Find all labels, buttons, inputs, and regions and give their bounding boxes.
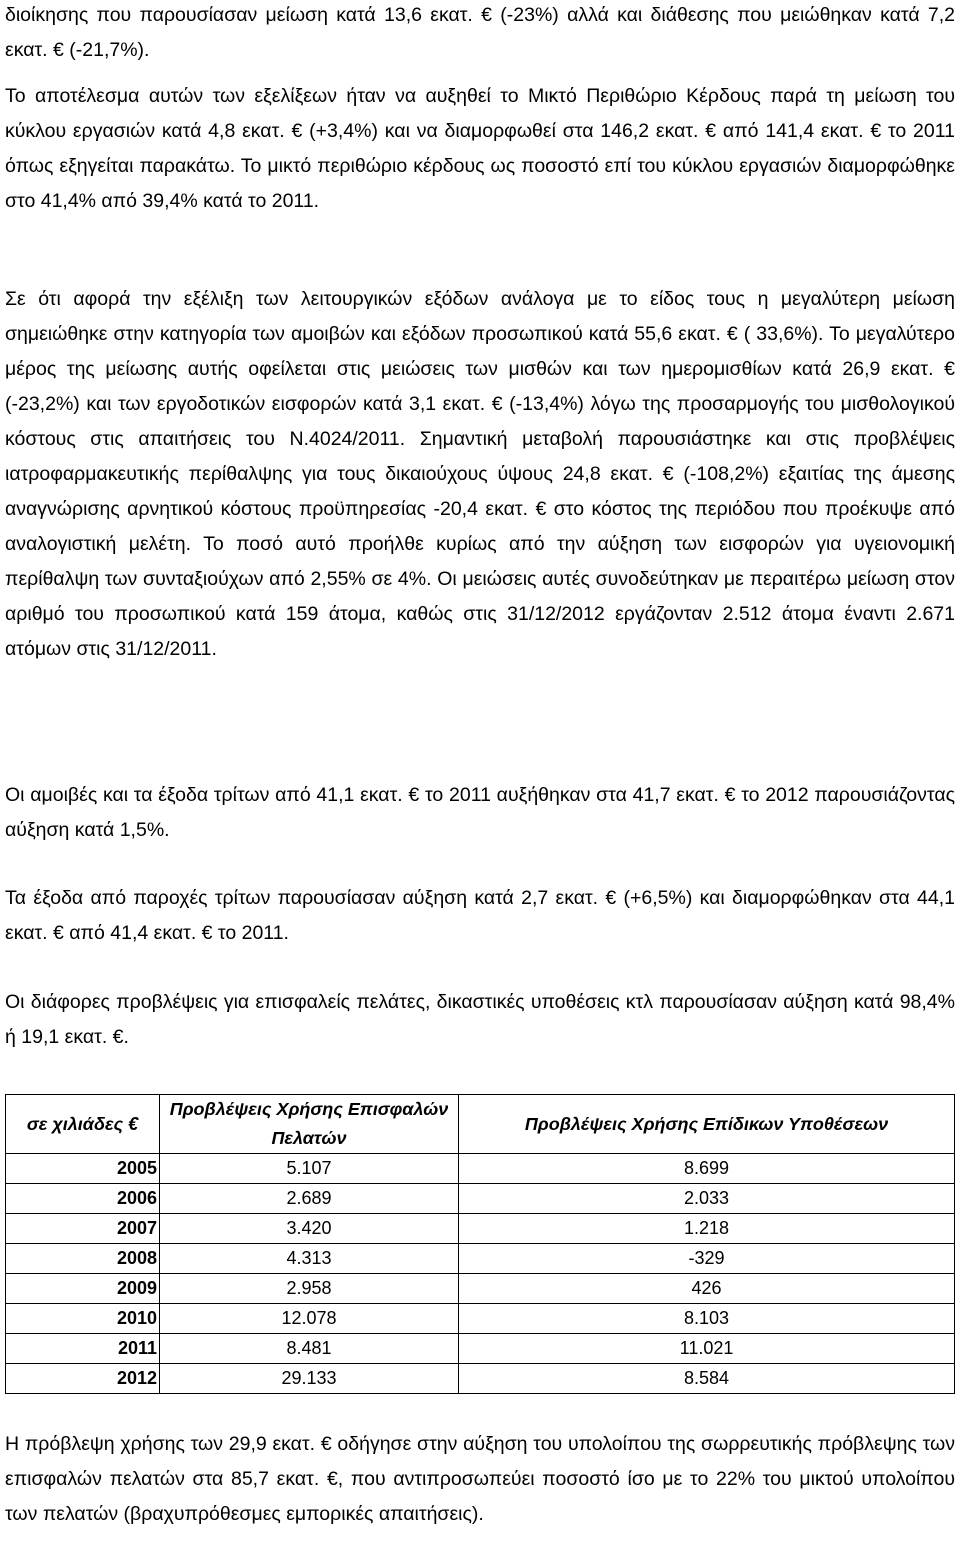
paragraph-third-party-services: Τα έξοδα από παροχές τρίτων παρουσίασαν αύξηση κατά 2,7 εκατ. € (+6,5%) και διαμορφώθηκαν στα 44,1 εκατ. € από 41,4 εκατ. € το 2011. [5,887,955,944]
year-cell: 2006 [6,1184,160,1214]
table-row [6,1184,955,1214]
bad-debt-value: 2.689 [160,1184,459,1214]
table-row [6,1334,955,1364]
table-row [6,1214,955,1244]
litigation-value: 11.021 [459,1334,955,1364]
litigation-value: 8.584 [459,1364,955,1394]
year-cell: 2008 [6,1244,160,1274]
header-unit: σε χιλιάδες € [6,1095,160,1154]
year-cell: 2011 [6,1334,160,1364]
bad-debt-value: 8.481 [160,1334,459,1364]
bad-debt-value: 3.420 [160,1214,459,1244]
bad-debt-value: 12.078 [160,1304,459,1334]
paragraph-gross-margin: Το αποτέλεσμα αυτών των εξελίξεων ήταν να αυξηθεί το Μικτό Περιθώριο Κέρδους παρά τη μείωση του κύκλου εργασιών κατά 4,8 εκατ. € (+3,4%) και να διαμορφωθεί στα 146,2 εκατ. € από 141,4 εκατ. € το 2011 όπως εξηγείται παρακάτω. Το μικτό περιθώριο κέρδους ως ποσοστό επί του κύκλου εργασιών διαμορφώθηκε στο 41,4% από 39,4% κατά το 2011. [5,85,955,212]
paragraph-third-party-fees: Οι αμοιβές και τα έξοδα τρίτων από 41,1 εκατ. € το 2011 αυξήθηκαν στα 41,7 εκατ. € το 2012 παρουσιάζοντας αύξηση κατά 1,5%. [5,784,955,841]
paragraph-provision-usage: Η πρόβλεψη χρήσης των 29,9 εκατ. € οδήγησε στην αύξηση του υπολοίπου της σωρρευτικής πρόβλεψης των επισφαλών πελατών στα 85,7 εκατ. €, που αντιπροσωπεύει ποσοστό ίσο με το 22% του μικτού υπολοίπου των πελατών (βραχυπρόθεσμες εμπορικές απαιτήσεις). [5,1433,955,1525]
table-header-row [6,1095,955,1154]
bad-debt-value: 5.107 [160,1154,459,1184]
paragraph-admin-costs: διοίκησης που παρουσίασαν μείωση κατά 13,6 εκατ. € (-23%) αλλά και διάθεσης που μειώθηκαν κατά 7,2 εκατ. € (-21,7%). [5,4,955,61]
litigation-value: 1.218 [459,1214,955,1244]
table-row [6,1364,955,1394]
year-cell: 2005 [6,1154,160,1184]
year-cell: 2009 [6,1274,160,1304]
paragraph-provisions: Οι διάφορες προβλέψεις για επισφαλείς πελάτες, δικαστικές υποθέσεις κτλ παρουσίασαν αύξηση κατά 98,4% ή 19,1 εκατ. €. [5,991,955,1048]
litigation-value: 426 [459,1274,955,1304]
bad-debt-value: 4.313 [160,1244,459,1274]
table-row [6,1304,955,1334]
litigation-value: 2.033 [459,1184,955,1214]
table-row [6,1244,955,1274]
header-bad-debt-provisions: Προβλέψεις Χρήσης Επισφαλών Πελατών [160,1095,459,1154]
bad-debt-value: 2.958 [160,1274,459,1304]
year-cell: 2007 [6,1214,160,1244]
year-cell: 2012 [6,1364,160,1394]
provisions-table [5,1094,955,1394]
litigation-value: 8.103 [459,1304,955,1334]
bad-debt-value: 29.133 [160,1364,459,1394]
table-row [6,1274,955,1304]
header-litigation-provisions: Προβλέψεις Χρήσης Επίδικων Υποθέσεων [459,1095,955,1154]
paragraph-operating-expenses: Σε ότι αφορά την εξέλιξη των λειτουργικών εξόδων ανάλογα με το είδος τους η μεγαλύτερη μείωση σημειώθηκε στην κατηγορία των αμοιβών και εξόδων προσωπικού κατά 55,6 εκατ. € ( 33,6%). Το μεγαλύτερο μέρος της μείωσης αυτής οφείλεται στις μειώσεις των μισθών και των ημερομισθίων κατά 26,9 εκατ. € (-23,2%) και των εργοδοτικών εισφορών κατά 3,1 εκατ. € (-13,4%) λόγω της προσαρμογής του μισθολογικού κόστους στις απαιτήσεις του Ν.4024/2011. Σημαντική μεταβολή παρουσιάστηκε και στις προβλέψεις ιατροφαρμακευτικής περίθαλψης για τους δικαιούχους ύψους 24,8 εκατ. € (-108,2%) εξαιτίας της άμεσης αναγνώρισης αρνητικού κόστους προϋπηρεσίας -20,4 εκατ. € στο κόστος της περιόδου που προέκυψε από αναλογιστική μελέτη. Το ποσό αυτό προήλθε κυρίως από την αύξηση των εισφορών για υγειονομική περίθαλψη των συνταξιούχων από 2,55% σε 4%. Οι μειώσεις αυτές συνοδεύτηκαν με περαιτέρω μείωση στον αριθμό του προσωπικού κατά 159 άτομα, καθώς στις 31/12/2012 εργάζονταν 2.512 άτομα έναντι 2.671 ατόμων στις 31/12/2011. [5,288,955,660]
year-cell: 2010 [6,1304,160,1334]
litigation-value: -329 [459,1244,955,1274]
table-row [6,1154,955,1184]
litigation-value: 8.699 [459,1154,955,1184]
